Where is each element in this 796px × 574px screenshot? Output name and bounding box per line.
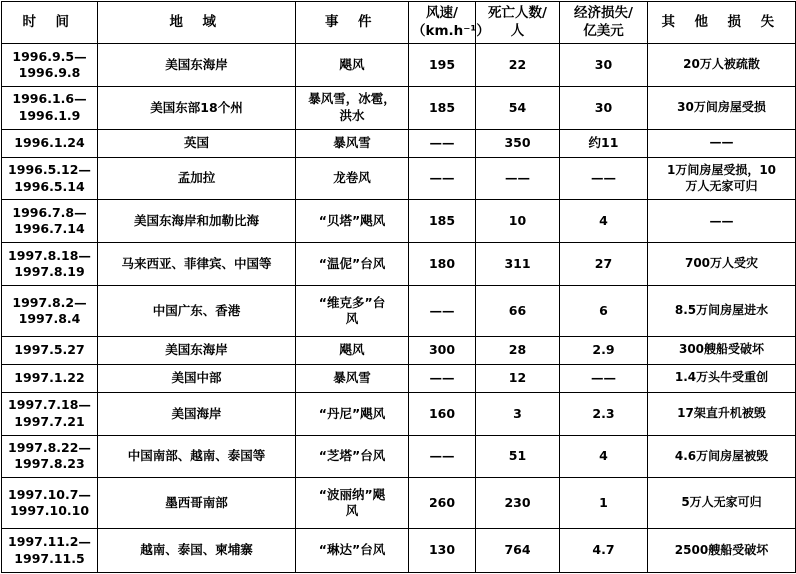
time-cell: 1997.8.22— 1997.8.23	[2, 435, 98, 478]
region-cell: 美国东部18个州	[98, 86, 296, 129]
deaths-cell: 10	[476, 200, 560, 243]
header-deaths: 死亡人数/ 人	[476, 2, 560, 44]
event-cell: “维克多”台 风	[296, 285, 409, 336]
region-cell: 墨西哥南部	[98, 478, 296, 529]
time-cell: 1996.9.5— 1996.9.8	[2, 44, 98, 87]
time-cell: 1997.1.22	[2, 364, 98, 392]
table-row	[2, 44, 796, 87]
wind-speed-cell: 185	[409, 86, 476, 129]
header-wind-speed: 风速/ （km.h⁻¹）	[409, 2, 476, 44]
other-loss-cell: ——	[648, 129, 796, 157]
other-loss-cell: 20万人被疏散	[648, 44, 796, 87]
header-region: 地 域	[98, 2, 296, 44]
disaster-table	[1, 1, 796, 573]
wind-speed-cell: 160	[409, 392, 476, 435]
economic-loss-cell: 1	[560, 478, 648, 529]
region-cell: 美国中部	[98, 364, 296, 392]
table-row	[2, 200, 796, 243]
region-cell: 孟加拉	[98, 157, 296, 200]
event-cell: 飓风	[296, 336, 409, 364]
economic-loss-cell: 27	[560, 243, 648, 286]
deaths-cell: 3	[476, 392, 560, 435]
other-loss-cell: 5万人无家可归	[648, 478, 796, 529]
wind-speed-cell: ——	[409, 285, 476, 336]
deaths-cell: 54	[476, 86, 560, 129]
other-loss-cell: 700万人受灾	[648, 243, 796, 286]
wind-speed-cell: ——	[409, 157, 476, 200]
table-row	[2, 129, 796, 157]
event-cell: “丹尼”飓风	[296, 392, 409, 435]
wind-speed-cell: ——	[409, 129, 476, 157]
deaths-cell: ——	[476, 157, 560, 200]
region-cell: 美国东海岸	[98, 336, 296, 364]
event-cell: 龙卷风	[296, 157, 409, 200]
other-loss-cell: 30万间房屋受损	[648, 86, 796, 129]
table-row	[2, 86, 796, 129]
other-loss-cell: 300艘船受破坏	[648, 336, 796, 364]
economic-loss-cell: 4.7	[560, 529, 648, 573]
wind-speed-cell: 130	[409, 529, 476, 573]
time-cell: 1997.11.2— 1997.11.5	[2, 529, 98, 573]
region-cell: 英国	[98, 129, 296, 157]
region-cell: 美国东海岸	[98, 44, 296, 87]
deaths-cell: 22	[476, 44, 560, 87]
table-row	[2, 364, 796, 392]
table-row	[2, 435, 796, 478]
deaths-cell: 350	[476, 129, 560, 157]
economic-loss-cell: 4	[560, 200, 648, 243]
event-cell: “贝塔”飓风	[296, 200, 409, 243]
header-other-loss: 其 他 损 失	[648, 2, 796, 44]
other-loss-cell: 1万间房屋受损，10 万人无家可归	[648, 157, 796, 200]
wind-speed-cell: 180	[409, 243, 476, 286]
other-loss-cell: 2500艘船受破坏	[648, 529, 796, 573]
economic-loss-cell: 6	[560, 285, 648, 336]
deaths-cell: 12	[476, 364, 560, 392]
wind-speed-cell: 185	[409, 200, 476, 243]
event-cell: “温伲”台风	[296, 243, 409, 286]
other-loss-cell: 8.5万间房屋进水	[648, 285, 796, 336]
wind-speed-cell: 195	[409, 44, 476, 87]
wind-speed-cell: ——	[409, 435, 476, 478]
deaths-cell: 66	[476, 285, 560, 336]
economic-loss-cell: 2.3	[560, 392, 648, 435]
economic-loss-cell: ——	[560, 157, 648, 200]
event-cell: “琳达”台风	[296, 529, 409, 573]
time-cell: 1997.8.18— 1997.8.19	[2, 243, 98, 286]
table-row	[2, 336, 796, 364]
header-event: 事 件	[296, 2, 409, 44]
other-loss-cell: 4.6万间房屋被毁	[648, 435, 796, 478]
region-cell: 越南、泰国、柬埔寨	[98, 529, 296, 573]
economic-loss-cell: 约11	[560, 129, 648, 157]
table-row	[2, 157, 796, 200]
table-row	[2, 392, 796, 435]
event-cell: 飓风	[296, 44, 409, 87]
event-cell: 暴风雪	[296, 364, 409, 392]
table-body	[2, 44, 796, 573]
table-row	[2, 529, 796, 573]
economic-loss-cell: 2.9	[560, 336, 648, 364]
time-cell: 1996.5.12— 1996.5.14	[2, 157, 98, 200]
other-loss-cell: ——	[648, 200, 796, 243]
event-cell: 暴风雪	[296, 129, 409, 157]
table-row	[2, 243, 796, 286]
other-loss-cell: 17架直升机被毁	[648, 392, 796, 435]
time-cell: 1997.5.27	[2, 336, 98, 364]
header-economic-loss: 经济损失/ 亿美元	[560, 2, 648, 44]
event-cell: “波丽纳”飓 风	[296, 478, 409, 529]
header-row	[2, 2, 796, 44]
deaths-cell: 28	[476, 336, 560, 364]
economic-loss-cell: ——	[560, 364, 648, 392]
region-cell: 美国海岸	[98, 392, 296, 435]
region-cell: 马来西亚、菲律宾、中国等	[98, 243, 296, 286]
event-cell: “芝塔”台风	[296, 435, 409, 478]
deaths-cell: 230	[476, 478, 560, 529]
wind-speed-cell: 300	[409, 336, 476, 364]
event-cell: 暴风雪，冰雹， 洪水	[296, 86, 409, 129]
economic-loss-cell: 4	[560, 435, 648, 478]
wind-speed-cell: ——	[409, 364, 476, 392]
wind-speed-cell: 260	[409, 478, 476, 529]
time-cell: 1996.1.6— 1996.1.9	[2, 86, 98, 129]
deaths-cell: 764	[476, 529, 560, 573]
region-cell: 美国东海岸和加勒比海	[98, 200, 296, 243]
region-cell: 中国南部、越南、泰国等	[98, 435, 296, 478]
table-row	[2, 285, 796, 336]
other-loss-cell: 1.4万头牛受重创	[648, 364, 796, 392]
economic-loss-cell: 30	[560, 44, 648, 87]
header-time: 时 间	[2, 2, 98, 44]
region-cell: 中国广东、香港	[98, 285, 296, 336]
economic-loss-cell: 30	[560, 86, 648, 129]
time-cell: 1997.7.18— 1997.7.21	[2, 392, 98, 435]
deaths-cell: 51	[476, 435, 560, 478]
table-row	[2, 478, 796, 529]
time-cell: 1996.1.24	[2, 129, 98, 157]
time-cell: 1997.10.7— 1997.10.10	[2, 478, 98, 529]
deaths-cell: 311	[476, 243, 560, 286]
time-cell: 1997.8.2— 1997.8.4	[2, 285, 98, 336]
time-cell: 1996.7.8— 1996.7.14	[2, 200, 98, 243]
